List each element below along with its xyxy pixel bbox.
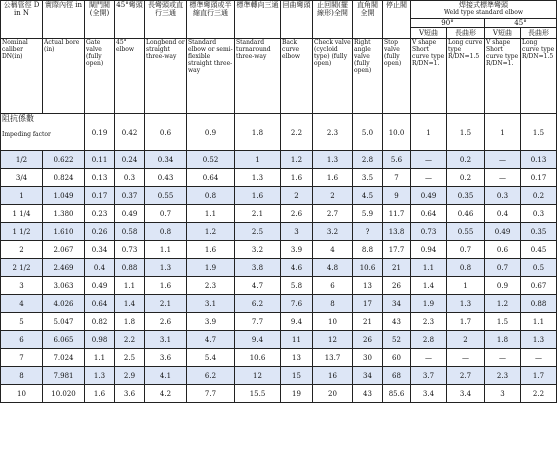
header-bore-zh: 實際內徑 in: [43, 1, 85, 39]
table-cell: —: [411, 349, 447, 367]
table-cell: 2: [313, 187, 353, 205]
factor-label-cell: [1, 114, 85, 151]
table-cell: 3.2: [313, 223, 353, 241]
table-cell: 3.4: [447, 385, 485, 403]
table-cell: 1.4: [115, 295, 145, 313]
factor-label-en: Impeding factor: [2, 131, 51, 138]
table-row: [1, 331, 557, 349]
weld-45-long-zh: 長曲形: [527, 29, 549, 37]
table-cell: 52: [383, 331, 411, 349]
factor-value: 0.42: [115, 114, 145, 151]
table-cell: 3.9: [187, 313, 235, 331]
table-cell: 5.6: [383, 151, 411, 169]
table-cell: 7.981: [43, 367, 85, 385]
table-cell: 2.8: [353, 151, 383, 169]
table-cell: 0.49: [115, 205, 145, 223]
factor-row: [1, 114, 557, 151]
table-cell: 1.3: [85, 367, 115, 385]
table-row: [1, 277, 557, 295]
table-cell: 2.9: [115, 367, 145, 385]
table-cell: 0.824: [43, 169, 85, 187]
table-cell: 4.2: [145, 385, 187, 403]
weld-90-long-zh: 長曲形: [447, 28, 485, 38]
table-cell: 0.13: [521, 151, 557, 169]
table-cell: 2.2: [115, 331, 145, 349]
row-size: 1/2: [1, 151, 43, 169]
header-stop-valve-zh: 停止閥: [383, 1, 411, 39]
table-cell: 3: [485, 385, 521, 403]
table-cell: 1.1: [411, 259, 447, 277]
table-cell: 1.6: [187, 241, 235, 259]
table-cell: 3: [281, 223, 313, 241]
table-cell: 1.1: [521, 313, 557, 331]
table-cell: 1.3: [447, 295, 485, 313]
weld-90-short-zh: V短曲: [411, 28, 447, 38]
factor-value: 1.5: [521, 114, 557, 151]
header-back-elbow-en: Back curve elbow: [281, 39, 313, 114]
table-cell: 1.8: [485, 331, 521, 349]
table-cell: 15.5: [235, 385, 281, 403]
table-cell: 0.73: [115, 241, 145, 259]
table-cell: 2.1: [145, 295, 187, 313]
row-size: 7: [1, 349, 43, 367]
table-row: [1, 259, 557, 277]
weld-45-label: 45°: [514, 19, 527, 27]
table-cell: 0.8: [447, 259, 485, 277]
table-cell: 0.82: [85, 313, 115, 331]
table-cell: 0.55: [447, 223, 485, 241]
table-cell: —: [485, 169, 521, 187]
table-cell: 0.52: [187, 151, 235, 169]
table-cell: 2.6: [145, 313, 187, 331]
table-cell: 0.73: [411, 223, 447, 241]
table-cell: 0.7: [145, 205, 187, 223]
table-cell: 43: [383, 313, 411, 331]
table-cell: 11.7: [383, 205, 411, 223]
table-cell: 0.35: [447, 187, 485, 205]
table-cell: 1.9: [187, 259, 235, 277]
table-cell: —: [521, 349, 557, 367]
table-cell: 6: [313, 277, 353, 295]
table-cell: 2.5: [115, 349, 145, 367]
weld-45-short-zh: V短曲: [485, 28, 521, 38]
table-cell: 0.34: [145, 151, 187, 169]
row-size: 10: [1, 385, 43, 403]
table-cell: —: [447, 349, 485, 367]
table-cell: 0.55: [145, 187, 187, 205]
table-cell: 2.067: [43, 241, 85, 259]
table-cell: 0.23: [85, 205, 115, 223]
table-cell: 2.6: [281, 205, 313, 223]
table-cell: 0.49: [85, 277, 115, 295]
table-cell: 2.2: [521, 385, 557, 403]
header-turn-tee-en: Standard turnaround three-way: [235, 39, 281, 114]
factor-value: 5.0: [353, 114, 383, 151]
table-cell: 1.610: [43, 223, 85, 241]
table-cell: 17.7: [383, 241, 411, 259]
table-cell: 34: [383, 295, 411, 313]
table-cell: 1.4: [411, 277, 447, 295]
table-cell: 1.7: [521, 367, 557, 385]
factor-value: 2.3: [313, 114, 353, 151]
table-cell: 1.049: [43, 187, 85, 205]
table-cell: 7.7: [187, 385, 235, 403]
table-cell: 0.94: [411, 241, 447, 259]
table-cell: 1.6: [85, 385, 115, 403]
header-weld-90-short-en: V shape Short curve type R/DN=1.: [411, 39, 447, 114]
table-cell: 68: [383, 367, 411, 385]
table-cell: 0.13: [85, 169, 115, 187]
header-stop-valve-en: Stop valve (fully open): [383, 39, 411, 114]
table-cell: 0.17: [521, 169, 557, 187]
table-cell: 7.024: [43, 349, 85, 367]
header-gate-valve-en: Gate valve (fully open): [85, 39, 115, 114]
table-cell: 3.1: [187, 295, 235, 313]
table-cell: 1.3: [235, 169, 281, 187]
table-cell: 1: [235, 151, 281, 169]
header-check-valve-en: Check valve (cycloid type) (fully open): [313, 39, 353, 114]
table-cell: 4.7: [187, 331, 235, 349]
table-cell: 1: [447, 277, 485, 295]
table-cell: 1.2: [281, 151, 313, 169]
row-size: 3: [1, 277, 43, 295]
header-std-elbow-zh: 標準彎頭或半縮直行三通: [187, 1, 235, 39]
header-angle-valve-zh: 直角閥全開: [353, 1, 383, 39]
table-cell: 5.9: [353, 205, 383, 223]
table-cell: 2.1: [235, 205, 281, 223]
row-size: 2 1/2: [1, 259, 43, 277]
table-cell: 1.7: [447, 313, 485, 331]
table-cell: 0.2: [447, 169, 485, 187]
table-cell: 19: [281, 385, 313, 403]
table-cell: 0.26: [85, 223, 115, 241]
table-cell: 13.7: [313, 349, 353, 367]
header-weld-group: [411, 1, 557, 39]
table-cell: 3.4: [411, 385, 447, 403]
table-cell: 2.3: [187, 277, 235, 295]
table-cell: 1.9: [411, 295, 447, 313]
table-cell: 0.46: [447, 205, 485, 223]
table-cell: 2.469: [43, 259, 85, 277]
table-cell: 2.7: [447, 367, 485, 385]
table-cell: 4.6: [281, 259, 313, 277]
table-cell: 0.64: [187, 169, 235, 187]
factor-label-zh: 阻抗係數: [2, 114, 34, 123]
table-row: [1, 385, 557, 403]
header-back-elbow-zh: 回曲彎頭: [281, 1, 313, 39]
table-row: [1, 295, 557, 313]
table-cell: 1.6: [281, 169, 313, 187]
table-cell: 3.9: [281, 241, 313, 259]
table-row: [1, 169, 557, 187]
table-cell: 2.3: [411, 313, 447, 331]
table-cell: 3.2: [235, 241, 281, 259]
table-cell: 3.6: [145, 349, 187, 367]
table-row: [1, 313, 557, 331]
weld-title-zh: 焊接式標準彎頭: [459, 1, 508, 9]
table-cell: 1.1: [187, 205, 235, 223]
table-cell: 1.6: [145, 277, 187, 295]
table-cell: 85.6: [383, 385, 411, 403]
table-cell: 11: [281, 331, 313, 349]
header-weld-45-long-en: Long curve type R/DN=1.5: [521, 39, 557, 114]
table-cell: 4: [313, 241, 353, 259]
table-cell: 5.8: [281, 277, 313, 295]
header-nominal-en: Nominal caliber DN(in): [1, 39, 43, 114]
table-cell: 9.4: [235, 331, 281, 349]
row-size: 1 1/2: [1, 223, 43, 241]
table-cell: 0.64: [85, 295, 115, 313]
table-cell: 0.4: [485, 205, 521, 223]
table-cell: 4.7: [235, 277, 281, 295]
header-45-elbow-en: 45° elbow: [115, 39, 145, 114]
table-cell: 4.1: [145, 367, 187, 385]
table-cell: 3.6: [115, 385, 145, 403]
table-cell: 8.8: [353, 241, 383, 259]
table-cell: 0.8: [145, 223, 187, 241]
table-cell: 12: [313, 331, 353, 349]
table-cell: 0.2: [521, 187, 557, 205]
factor-value: 2.2: [281, 114, 313, 151]
header-weld-45-short-en: V shape Short curve type R/DN=1.: [485, 39, 521, 114]
row-size: 4: [1, 295, 43, 313]
table-cell: 0.6: [485, 241, 521, 259]
table-cell: 12: [235, 367, 281, 385]
table-cell: 0.34: [85, 241, 115, 259]
table-cell: 2: [447, 331, 485, 349]
header-longbend-en: Longbend or straight three-way: [145, 39, 187, 114]
table-cell: 4.5: [353, 187, 383, 205]
table-cell: 0.9: [485, 277, 521, 295]
table-cell: 10.6: [353, 259, 383, 277]
row-size: 8: [1, 367, 43, 385]
table-cell: 43: [353, 385, 383, 403]
table-cell: 10: [313, 313, 353, 331]
table-cell: 3.8: [235, 259, 281, 277]
table-cell: 1.2: [485, 295, 521, 313]
table-cell: 34: [353, 367, 383, 385]
factor-value: 1: [485, 114, 521, 151]
table-row: [1, 241, 557, 259]
row-size: 3/4: [1, 169, 43, 187]
table-cell: 0.5: [521, 259, 557, 277]
table-cell: 5.047: [43, 313, 85, 331]
table-cell: 1.6: [313, 169, 353, 187]
table-cell: 9.4: [281, 313, 313, 331]
table-cell: 0.7: [485, 259, 521, 277]
table-cell: 0.43: [145, 169, 187, 187]
factor-value: 1: [411, 114, 447, 151]
table-cell: 13.8: [383, 223, 411, 241]
table-row: [1, 223, 557, 241]
header-bore-en: Actual bore (in): [43, 39, 85, 114]
table-cell: 0.622: [43, 151, 85, 169]
table-cell: 9: [383, 187, 411, 205]
row-size: 6: [1, 331, 43, 349]
table-cell: 0.3: [485, 187, 521, 205]
table-row: [1, 151, 557, 169]
weld-title-en: Weld type standard elbow: [443, 9, 524, 16]
table-cell: 0.7: [447, 241, 485, 259]
table-cell: 7: [383, 169, 411, 187]
table-cell: 1.1: [115, 277, 145, 295]
header-nominal-zh: 公稱管徑 D in N: [1, 1, 43, 39]
table-cell: 2.7: [313, 205, 353, 223]
table-cell: 15: [281, 367, 313, 385]
table-cell: 1.2: [187, 223, 235, 241]
table-cell: 0.58: [115, 223, 145, 241]
table-cell: 4.026: [43, 295, 85, 313]
table-cell: 30: [353, 349, 383, 367]
table-cell: 4.8: [313, 259, 353, 277]
table-cell: 21: [383, 259, 411, 277]
table-row: [1, 205, 557, 223]
factor-value: 0.6: [145, 114, 187, 151]
table-cell: 10.020: [43, 385, 85, 403]
table-cell: 13: [281, 349, 313, 367]
row-size: 1 1/4: [1, 205, 43, 223]
table-cell: 0.17: [85, 187, 115, 205]
table-cell: 3.7: [411, 367, 447, 385]
table-cell: 20: [313, 385, 353, 403]
table-cell: 1.6: [235, 187, 281, 205]
table-cell: 8: [313, 295, 353, 313]
table-cell: 0.35: [521, 223, 557, 241]
table-cell: 0.88: [521, 295, 557, 313]
table-cell: 0.11: [85, 151, 115, 169]
table-row: [1, 349, 557, 367]
table-cell: 26: [383, 277, 411, 295]
header-angle-valve-en: Right angle valve (fully open): [353, 39, 383, 114]
table-cell: 0.98: [85, 331, 115, 349]
table-body: [1, 114, 557, 403]
table-cell: 0.67: [521, 277, 557, 295]
table-cell: —: [411, 151, 447, 169]
table-cell: 16: [313, 367, 353, 385]
table-cell: 13: [353, 277, 383, 295]
table-cell: 5.4: [187, 349, 235, 367]
table-cell: 6.065: [43, 331, 85, 349]
header-45-elbow-zh: 45°彎頭: [115, 1, 145, 39]
factor-value: 10.0: [383, 114, 411, 151]
table-cell: 17: [353, 295, 383, 313]
table-cell: 0.64: [411, 205, 447, 223]
table-cell: 2.3: [485, 367, 521, 385]
header-std-elbow-en: Standard elbow or semi-flexible straight three-way: [187, 39, 235, 114]
factor-value: 0.9: [187, 114, 235, 151]
factor-value: 1.8: [235, 114, 281, 151]
table-cell: 0.49: [485, 223, 521, 241]
table-cell: 3.063: [43, 277, 85, 295]
table-cell: 0.8: [187, 187, 235, 205]
table-cell: 0.3: [521, 205, 557, 223]
table-cell: 1.3: [521, 331, 557, 349]
table-cell: 1.1: [85, 349, 115, 367]
table-cell: 2: [281, 187, 313, 205]
table-cell: —: [411, 169, 447, 187]
table-cell: 7.6: [281, 295, 313, 313]
table-cell: 10.6: [235, 349, 281, 367]
row-size: 5: [1, 313, 43, 331]
table-cell: 6.2: [235, 295, 281, 313]
table-cell: 21: [353, 313, 383, 331]
table-cell: 1.3: [313, 151, 353, 169]
table-cell: 0.24: [115, 151, 145, 169]
row-size: 1: [1, 187, 43, 205]
table-cell: 1.1: [145, 241, 187, 259]
table-cell: 1.380: [43, 205, 85, 223]
table-cell: ?: [353, 223, 383, 241]
table-cell: 7.7: [235, 313, 281, 331]
table-cell: 1.5: [485, 313, 521, 331]
table-cell: —: [485, 151, 521, 169]
table-cell: 0.49: [411, 187, 447, 205]
header-longbend-zh: 長彎頭或直行三通: [145, 1, 187, 39]
table-cell: 0.3: [115, 169, 145, 187]
table-cell: 60: [383, 349, 411, 367]
header-weld-90-long-en: Long curve type R/DN=1.5: [447, 39, 485, 114]
weld-90-label: 90°: [411, 19, 485, 27]
table-cell: 0.88: [115, 259, 145, 277]
table-cell: 3.1: [145, 331, 187, 349]
table-cell: 1.8: [115, 313, 145, 331]
table-cell: 3.5: [353, 169, 383, 187]
table-cell: 0.37: [115, 187, 145, 205]
table-cell: 2.5: [235, 223, 281, 241]
table-cell: 6.2: [187, 367, 235, 385]
table-cell: 26: [353, 331, 383, 349]
header-check-valve-zh: 止回閥(擺線形)全開: [313, 1, 353, 39]
row-size: 2: [1, 241, 43, 259]
table-row: [1, 367, 557, 385]
table-cell: 0.4: [85, 259, 115, 277]
header-turn-tee-zh: 標準轉向三通: [235, 1, 281, 39]
table-cell: 2.8: [411, 331, 447, 349]
table-cell: 0.45: [521, 241, 557, 259]
factor-value: 0.19: [85, 114, 115, 151]
table-cell: 1.3: [145, 259, 187, 277]
table-row: [1, 187, 557, 205]
table-cell: —: [485, 349, 521, 367]
table-cell: 0.2: [447, 151, 485, 169]
header-gate-valve-zh: 閘門閥(全開): [85, 1, 115, 39]
factor-value: 1.5: [447, 114, 485, 151]
